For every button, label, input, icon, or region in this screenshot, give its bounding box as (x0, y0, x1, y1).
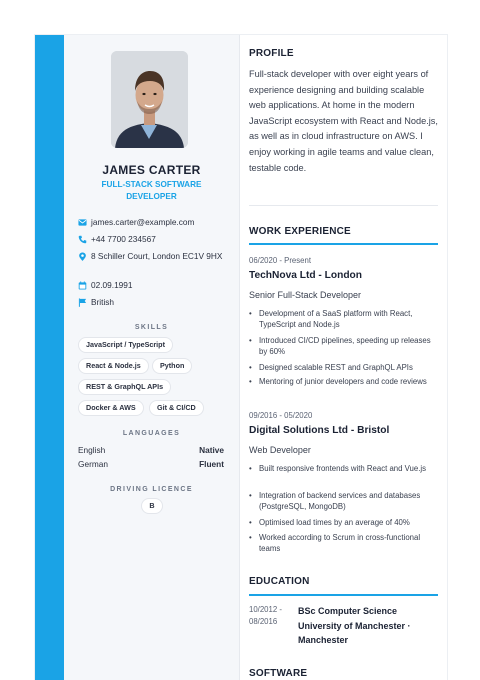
main-column (240, 35, 447, 680)
accent-stripe (35, 35, 64, 680)
divider (249, 205, 438, 206)
education-dates: 10/2012 - 08/2016 (249, 605, 282, 626)
heading-underline (249, 243, 438, 245)
degree-name: BSc Computer Science (298, 606, 398, 616)
nationality-text: British (91, 297, 115, 307)
language-name: German (78, 459, 108, 469)
job-bullet: • Introduced CI/CD pipelines, speeding up releases by 60% (249, 336, 431, 356)
school-name: University of Manchester · Manchester (298, 620, 411, 645)
job-bullet: • Built responsive frontends with React and Vue.js (249, 464, 427, 473)
job-bullet: • Worked according to Scrum in cross-functional teams (249, 533, 421, 553)
education-heading: EDUCATION (249, 576, 310, 587)
skills-heading: SKILLS (134, 324, 169, 331)
mail-icon (78, 218, 87, 227)
job-company: Digital Solutions Ltd - Bristol (249, 425, 390, 436)
language-row (78, 459, 224, 469)
experience-heading: WORK EXPERIENCE (249, 226, 351, 237)
heading-underline (249, 594, 438, 596)
language-level: Fluent (199, 459, 224, 469)
person-name: JAMES CARTER (102, 163, 201, 177)
phone-icon (78, 235, 87, 244)
education-degree (298, 604, 438, 648)
skill-chip: JavaScript / TypeScript (78, 337, 173, 353)
licence-chip: B (141, 498, 163, 514)
job-bullet: • Mentoring of junior developers and code reviews (249, 377, 427, 386)
job-bullet: • Designed scalable REST and GraphQL APIs (249, 363, 413, 372)
email-text: james.carter@example.com (91, 217, 195, 227)
skill-chip: REST & GraphQL APIs (78, 379, 171, 395)
job-company: TechNova Ltd - London (249, 270, 362, 281)
software-heading: SOFTWARE (249, 668, 308, 679)
skill-chip: React & Node.js (78, 358, 149, 374)
job-dates: 06/2020 - Present (249, 256, 311, 265)
sidebar (64, 35, 240, 680)
calendar-icon (78, 281, 87, 290)
profile-text: Full-stack developer with over eight years of experience designing and building scalable web applications. At home in the modern JavaScript ecosystem with React and Node.js, as well as in cloud infrastructure on AWS. I enjoy working in agile teams and value clean, testable code. (249, 69, 438, 173)
skill-chip: Python (152, 358, 192, 374)
job-bullet: • Optimised load times by an average of 40% (249, 518, 410, 527)
skill-chip: Git & CI/CD (149, 400, 204, 416)
job-bullet: • Development of a SaaS platform with React, TypeScript and Node.js (249, 309, 413, 329)
location-pin-icon (78, 252, 87, 261)
profile-heading: PROFILE (249, 48, 294, 59)
language-row (78, 445, 224, 455)
phone-text: +44 7700 234567 (91, 234, 156, 244)
languages-heading: LANGUAGES (122, 430, 181, 437)
language-level: Native (199, 445, 224, 455)
licence-heading: DRIVING LICENCE (110, 486, 193, 493)
resume-page (34, 34, 448, 680)
address-text: 8 Schiller Court, London EC1V 9HX (91, 251, 223, 261)
job-bullet: • Integration of backend services and databases (PostgreSQL, MongoDB) (249, 491, 421, 511)
profile-photo (111, 51, 188, 148)
job-dates: 09/2016 - 05/2020 (249, 411, 313, 420)
person-title: FULL-STACK SOFTWARE DEVELOPER (101, 180, 202, 201)
skill-chip: Docker & AWS (78, 400, 144, 416)
job-position: Senior Full-Stack Developer (249, 290, 362, 300)
language-name: English (78, 445, 106, 455)
birthdate-text: 02.09.1991 (91, 280, 133, 290)
job-position: Web Developer (249, 445, 311, 455)
flag-icon (78, 298, 87, 307)
